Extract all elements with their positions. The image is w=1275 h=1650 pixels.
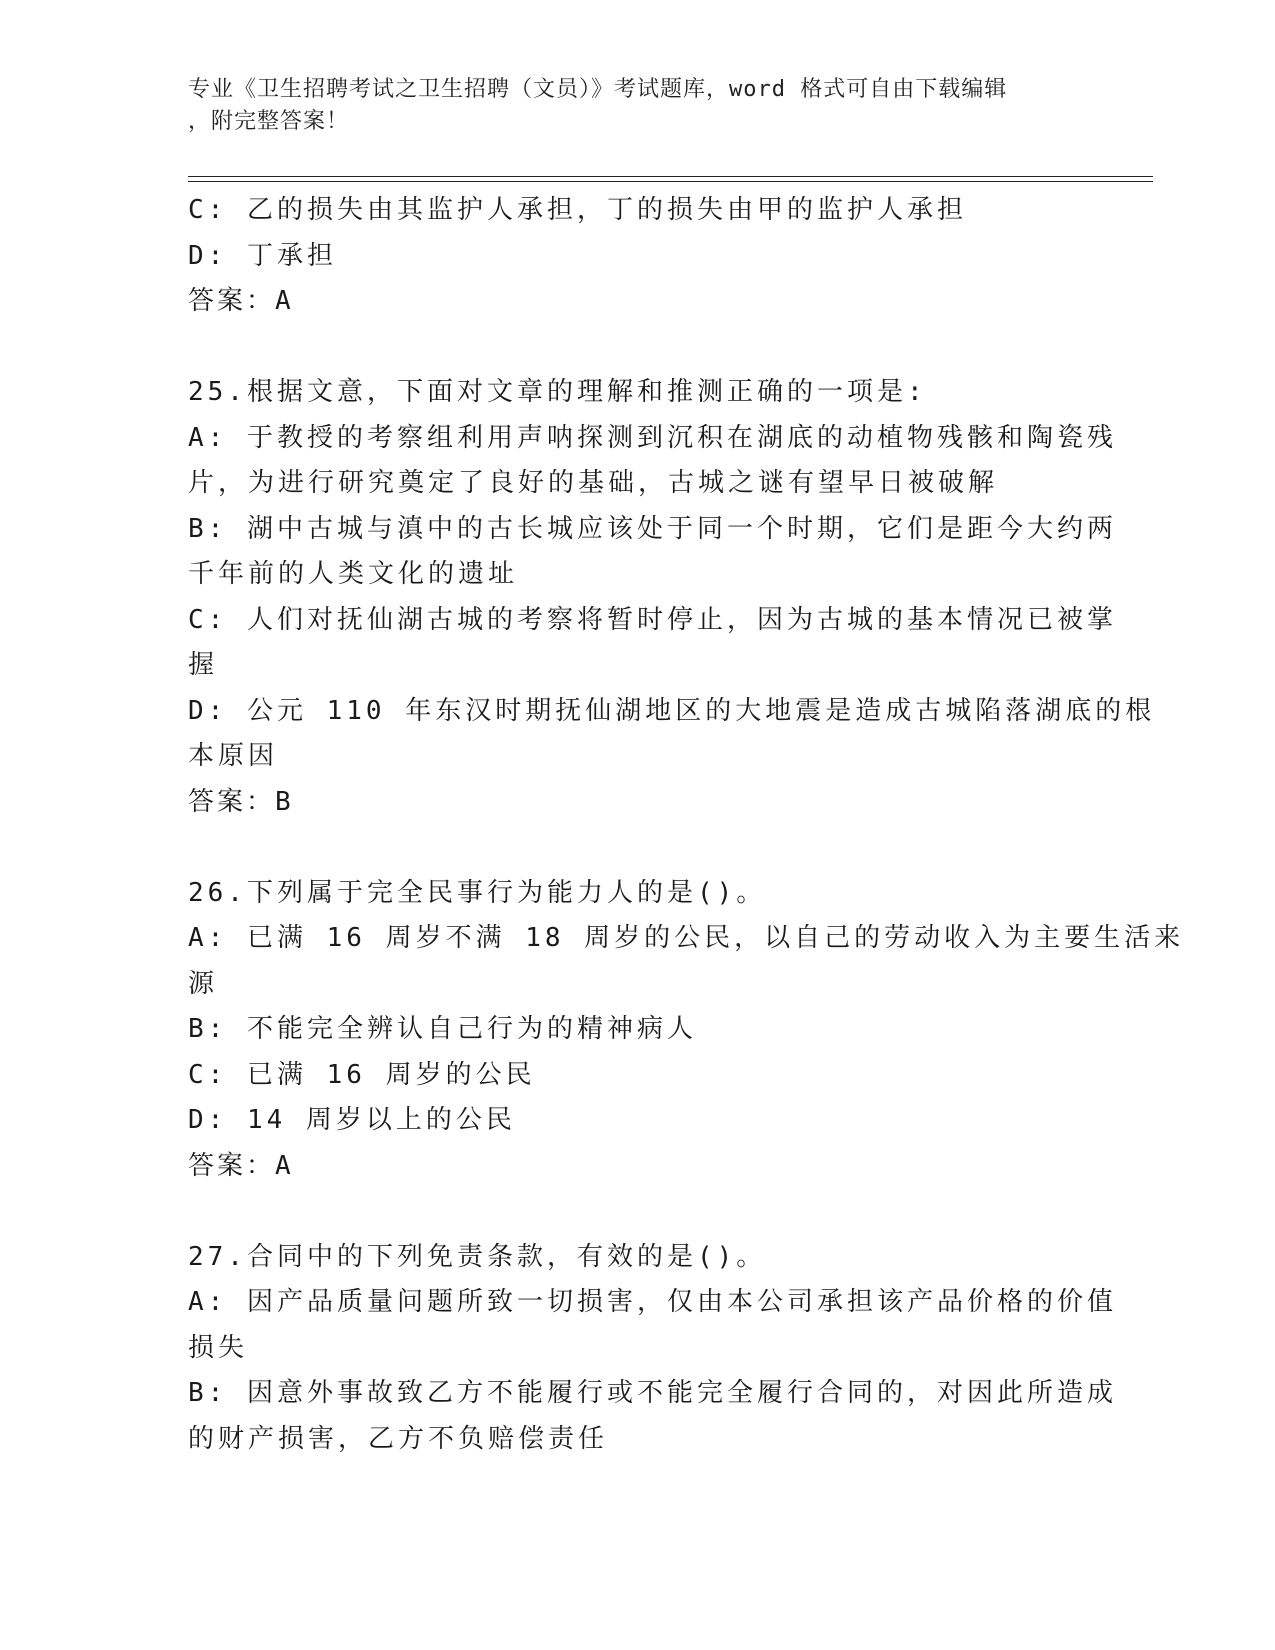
header-divider-top [188,176,1153,177]
question-25 [188,370,1156,825]
option-b: B: 不能完全辨认自己行为的精神病人 [188,1014,697,1044]
header-divider-bottom [188,181,1153,182]
spacer [188,325,1078,371]
option-a-cont: 源 [188,968,219,999]
question-26 [188,871,1185,1190]
answer-line [188,1144,1078,1190]
option-a: A: 因产品质量问题所致一切损害，仅由本公司承担该产品价格的价值 [188,1287,1117,1317]
question-27 [188,1235,1117,1463]
option-c: C: 人们对抚仙湖古城的考察将暂时停止，因为古城的基本情况已被掌 [188,604,1117,635]
option-d: D: 14 周岁以上的公民 [188,1105,516,1135]
option-b: B: 因意外事故致乙方不能履行或不能完全履行合同的，对因此所造成 [188,1378,1117,1408]
option-a-cont: 片，为进行研究奠定了良好的基础，古城之谜有望早日被破解 [188,468,999,498]
document-body [188,188,1185,1462]
answer-value: B [275,786,294,817]
option-d: D: 公元 110 年东汉时期抚仙湖地区的大地震是造成古城陷落湖底的根 [188,695,1156,726]
header-line-1: 专业《卫生招聘考试之卫生招聘（文员）》考试题库，word 格式可自由下载编辑 [188,77,1008,102]
option-b: B: 湖中古城与滇中的古长城应该处于同一个时期，它们是距今大约两 [188,513,1117,544]
answer-label: 答案： [188,786,276,817]
spacer [188,825,1078,871]
option-b-cont: 千年前的人类文化的遗址 [188,559,519,589]
question-stem: 27.合同中的下列免责条款，有效的是()。 [188,1241,767,1272]
answer-value: A [275,286,294,316]
document-header [188,74,1068,138]
answer-value: A [275,1150,294,1181]
option-d-cont: 本原因 [188,741,279,771]
answer-label: 答案： [188,1150,276,1181]
answer-line [188,279,1078,325]
option-b-cont: 的财产损害，乙方不负赔偿责任 [188,1423,609,1454]
answer-line [188,780,1078,826]
option-c: C: 乙的损失由其监护人承担，丁的损失由甲的监护人承担 [188,195,967,225]
option-d: D: 丁承担 [188,240,337,271]
header-line-2: ，附完整答案！ [188,109,350,134]
option-a-cont: 损失 [188,1332,249,1363]
question-stem: 25.根据文意，下面对文章的理解和推测正确的一项是: [188,377,927,407]
option-a: A: 于教授的考察组利用声呐探测到沉积在湖底的动植物残骸和陶瓷残 [188,422,1117,453]
answer-label: 答案： [188,286,276,316]
option-a: A: 已满 16 周岁不满 18 周岁的公民，以自己的劳动收入为主要生活来 [188,923,1185,953]
option-c: C: 已满 16 周岁的公民 [188,1059,536,1090]
question-stem: 26.下列属于完全民事行为能力人的是()。 [188,877,767,908]
spacer [188,1189,1078,1235]
option-c-cont: 握 [188,650,219,680]
